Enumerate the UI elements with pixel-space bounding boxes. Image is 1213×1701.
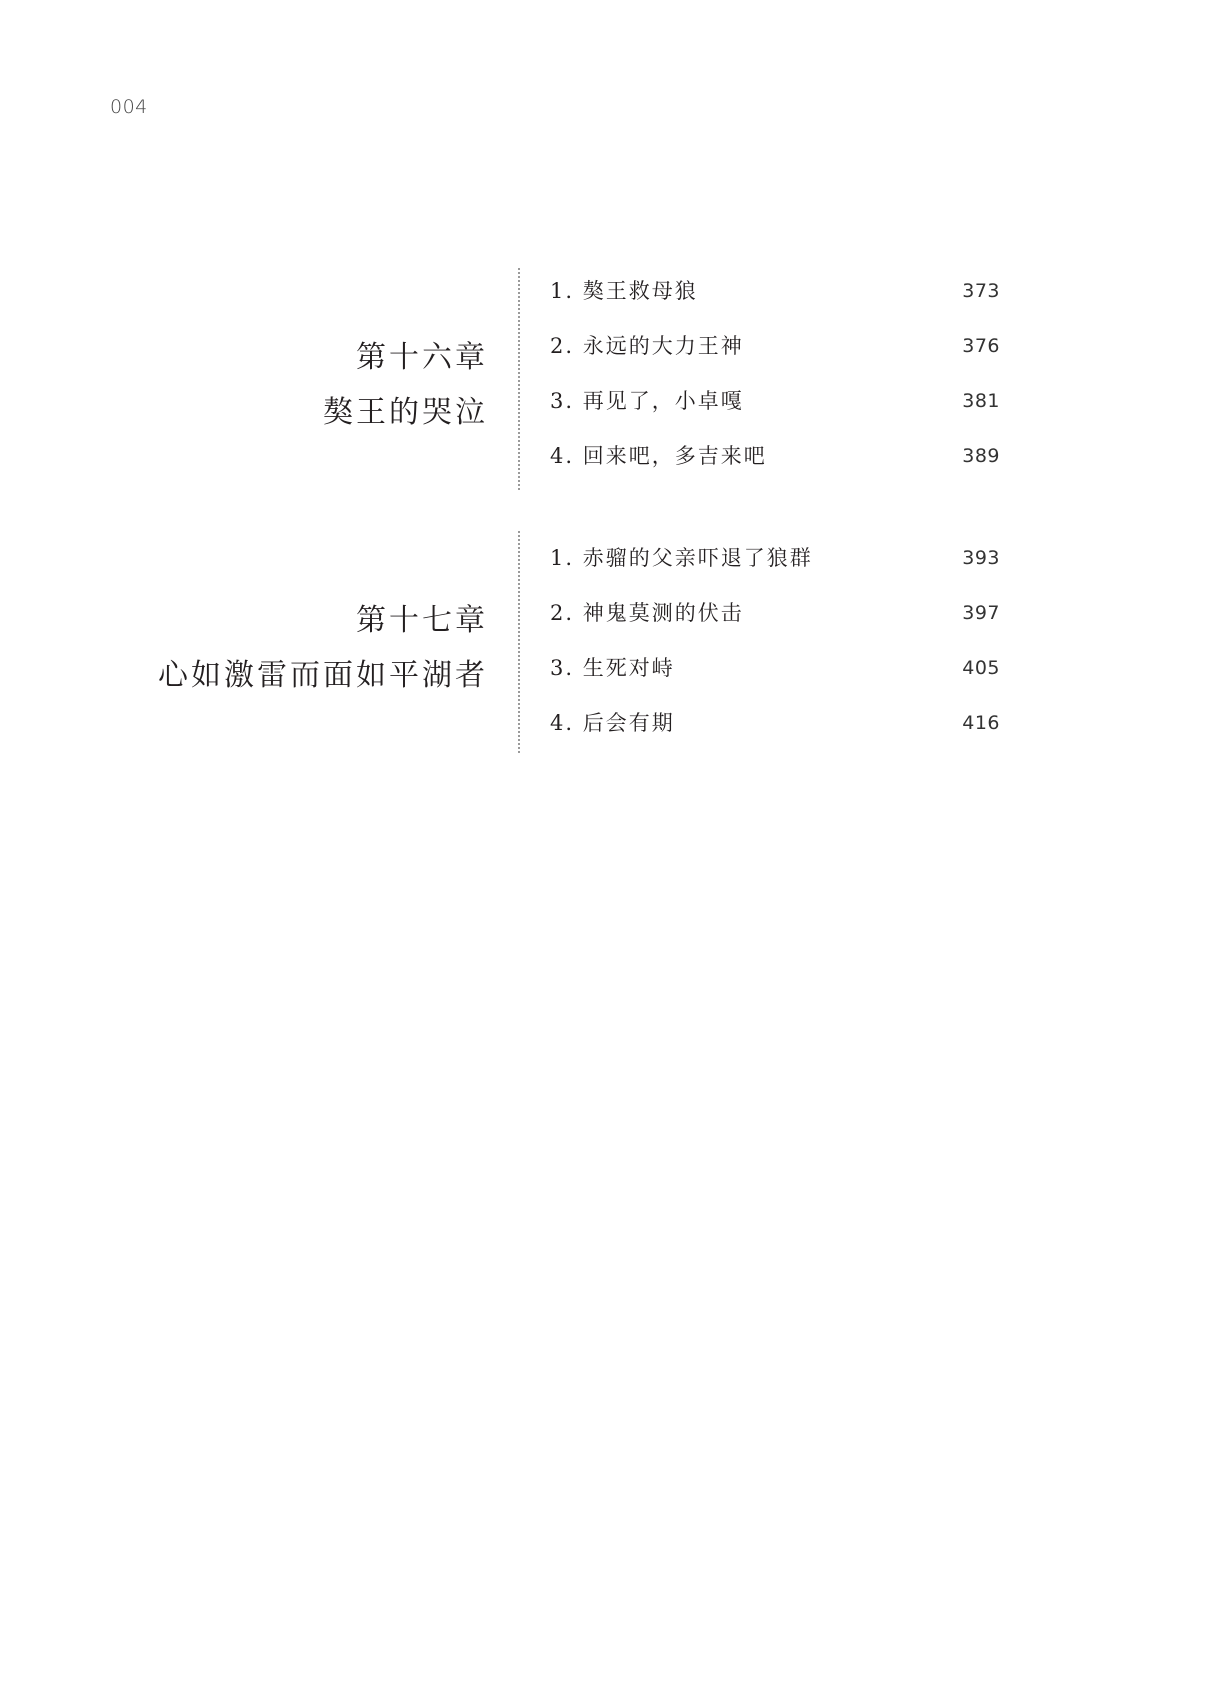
chapter-heading — [323, 330, 488, 440]
page-number: 004 — [110, 96, 148, 118]
toc-entry[interactable] — [550, 653, 1000, 708]
section-page-number: 389 — [962, 445, 1000, 467]
section-title: 4. 回来吧，多吉来吧 — [550, 444, 767, 468]
toc-entry[interactable] — [550, 708, 1000, 763]
section-title: 3. 生死对峙 — [550, 656, 675, 680]
section-title: 2. 永远的大力王神 — [550, 334, 744, 358]
toc-entry[interactable] — [550, 276, 1000, 331]
chapter-number: 第十七章 — [356, 603, 488, 638]
toc-entry[interactable] — [550, 441, 1000, 496]
section-title: 1. 獒王救母狼 — [550, 279, 698, 303]
section-page-number: 373 — [962, 280, 1000, 302]
section-page-number: 405 — [962, 657, 1000, 679]
section-title: 2. 神鬼莫测的伏击 — [550, 601, 744, 625]
toc-entry[interactable] — [550, 543, 1000, 598]
chapter-title: 獒王的哭泣 — [323, 395, 488, 430]
dotted-divider — [518, 268, 520, 490]
section-page-number: 416 — [962, 712, 1000, 734]
section-page-number: 393 — [962, 547, 1000, 569]
toc-entry[interactable] — [550, 386, 1000, 441]
toc-entry[interactable] — [550, 598, 1000, 653]
section-page-number: 376 — [962, 335, 1000, 357]
section-title: 1. 赤骝的父亲吓退了狼群 — [550, 546, 813, 570]
section-list — [550, 543, 1000, 763]
section-title: 3. 再见了，小卓嘎 — [550, 389, 744, 413]
section-list — [550, 276, 1000, 496]
toc-entry[interactable] — [550, 331, 1000, 386]
section-page-number: 397 — [962, 602, 1000, 624]
chapter-title: 心如激雷而面如平湖者 — [158, 658, 488, 693]
section-title: 4. 后会有期 — [550, 711, 675, 735]
dotted-divider — [518, 531, 520, 753]
section-page-number: 381 — [962, 390, 1000, 412]
chapter-number: 第十六章 — [356, 340, 488, 375]
chapter-heading — [158, 593, 488, 703]
